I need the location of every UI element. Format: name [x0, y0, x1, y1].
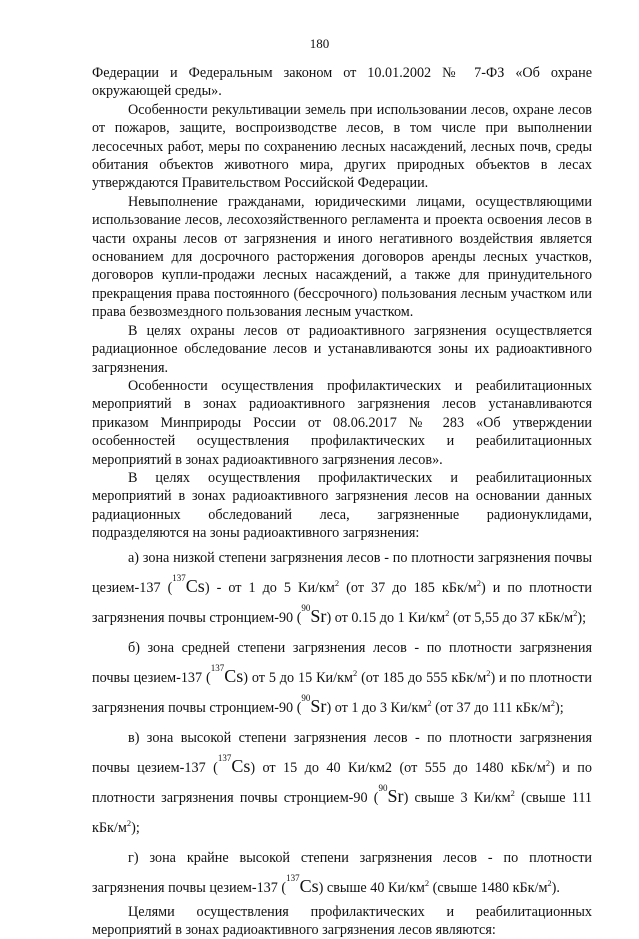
strontium-90-formula	[301, 602, 327, 626]
zone-item-low-text-6: (от 5,55 до 37 кБк/м	[449, 609, 574, 626]
unit-superscript: 2	[476, 577, 482, 588]
unit-superscript: 2	[126, 817, 132, 828]
cesium-137-formula	[172, 572, 205, 596]
zone-item-medium-text-1: б) зона средней степени загрязнения лесов - по плотности загрязнения почвы цезием-137 (	[92, 639, 592, 686]
isotope-symbol: Sr	[310, 695, 327, 716]
zone-item-extreme-text-4: ).	[551, 879, 560, 896]
document-body	[92, 64, 592, 939]
zone-item-high-text-4: ) свыше 3 Ки/км	[403, 789, 511, 806]
zone-item-extreme-text-3: (свыше 1480 кБк/м	[429, 879, 548, 896]
zone-item-low-text-3: (от 37 до 185 кБк/м	[339, 579, 477, 596]
zone-item-medium-text-2: ) от 5 до 15 Ки/км	[243, 669, 353, 686]
zone-item-high-text-2: ) от 15 до 40 Ки/км2 (от 555 до 1480 кБк/м	[250, 759, 546, 776]
isotope-symbol: Sr	[310, 605, 327, 626]
zone-item-medium	[92, 633, 592, 723]
isotope-symbol: Sr	[387, 785, 404, 806]
unit-superscript: 2	[427, 697, 432, 708]
unit-superscript: 2	[547, 877, 552, 888]
zone-item-medium-text-5: ) от 1 до 3 Ки/км	[326, 699, 428, 716]
isotope-mass-number: 137	[217, 752, 232, 763]
isotope-mass-number: 90	[378, 782, 388, 793]
zone-item-medium-text-7: );	[555, 699, 564, 716]
zone-item-high-text-1: в) зона высокой степени загрязнения лесов - по плотности загрязнения почвы цезием-137 (	[92, 729, 592, 776]
paragraph-zone-classification: В целях осуществления профилактических и реабилитационных мероприятий в зонах радиоактивного загрязнения лесов на основании данных радиационных обследований леса, загрязненные радионуклидами, подразделяются на зоны радиоактивного загрязнения:	[92, 469, 592, 542]
page-number: 180	[309, 36, 330, 51]
paragraph-non-compliance: Невыполнение гражданами, юридическими лицами, осуществляющими использование лесов, лесохозяйственного регламента и проекта освоения лесов в части охраны лесов от загрязнения и иного негативного воздействия является основанием для досрочного расторжения договоров аренды лесных участков, договоров купли-продажи лесных насаждений, а также для принудительного прекращения права постоянного (бессрочного) пользования лесным участком или права безвозмездного пользования лесным участком.	[92, 193, 592, 321]
unit-superscript: 2	[550, 697, 556, 708]
unit-superscript: 2	[352, 667, 358, 678]
zone-item-low-text-7: );	[577, 609, 587, 626]
unit-superscript: 2	[510, 787, 515, 798]
zone-item-high-text-5: (свыше 111 кБк/м	[92, 789, 593, 836]
zone-item-low-text-1: а) зона низкой степени загрязнения лесов - по плотности загрязнения почвы цезием-137 (	[92, 549, 592, 596]
zone-item-low-text-4: ) и по плотности загрязнения почвы стронцием-90 (	[92, 579, 593, 626]
unit-superscript: 2	[545, 757, 551, 768]
zone-item-medium-text-3: (от 185 до 555 кБк/м	[357, 669, 487, 686]
isotope-mass-number: 137	[172, 572, 186, 583]
isotope-symbol: Cs	[224, 665, 244, 686]
isotope-symbol: Cs	[299, 875, 319, 896]
cesium-137-formula	[210, 662, 244, 686]
cesium-137-formula	[286, 872, 319, 896]
zone-item-high-text-6: );	[131, 819, 140, 836]
isotope-mass-number: 137	[286, 872, 300, 883]
unit-superscript: 2	[445, 607, 450, 618]
isotope-mass-number: 90	[301, 602, 311, 613]
strontium-90-formula	[378, 782, 404, 806]
zone-item-low-text-5: ) от 0.15 до 1 Ки/км	[326, 609, 446, 626]
zone-item-extreme	[92, 843, 592, 903]
zone-item-low-text-2: ) - от 1 до 5 Ки/км	[204, 579, 335, 596]
paragraph-goals: Целями осуществления профилактических и реабилитационных мероприятий в зонах радиоактивного загрязнения лесов являются:	[92, 903, 592, 938]
zone-item-high-text-3: ) и по плотности загрязнения почвы стронцием-90 (	[92, 759, 592, 806]
isotope-symbol: Cs	[185, 575, 205, 596]
paragraph-recultivation: Особенности рекультивации земель при использовании лесов, охране лесов от пожаров, защите, воспроизводстве лесов, в том числе при выполнении лесосечных работ, меры по сохранению лесных насаждений, лесных почв, среды обитания объектов животного мира, других природных объектов в лесах утверждаются Правительством Российской Федерации.	[92, 101, 592, 192]
isotope-mass-number: 137	[210, 662, 225, 673]
unit-superscript: 2	[334, 577, 340, 588]
unit-superscript: 2	[486, 667, 491, 678]
paragraph-radiation-survey: В целях охраны лесов от радиоактивного загрязнения осуществляется радиационное обследование лесов и устанавливаются зоны их радиоактивного загрязнения.	[92, 322, 592, 376]
zone-item-low	[92, 543, 592, 633]
unit-superscript: 2	[573, 607, 578, 618]
isotope-mass-number: 90	[301, 692, 311, 703]
zone-item-medium-text-6: (от 37 до 111 кБк/м	[431, 699, 551, 716]
cesium-137-formula	[217, 752, 251, 776]
unit-superscript: 2	[424, 877, 430, 888]
zone-item-high	[92, 723, 592, 843]
isotope-symbol: Cs	[231, 755, 251, 776]
paragraph-continuation: Федерации и Федеральным законом от 10.01.2002 № 7-ФЗ «Об охране окружающей среды».	[92, 65, 592, 100]
paragraph-order-283: Особенности осуществления профилактических и реабилитационных мероприятий в зонах радиоактивного загрязнения лесов устанавливаются приказом Минприроды России от 08.06.2017 № 283 «Об утверждении особенностей осуществления профилактических и реабилитационных мероприятий в зонах радиоактивного загрязнения лесов».	[92, 377, 592, 468]
zone-item-extreme-text-1: г) зона крайне высокой степени загрязнения лесов - по плотности загрязнения почвы цезием-137 (	[92, 849, 592, 896]
strontium-90-formula	[301, 692, 327, 716]
zone-item-extreme-text-2: ) свыше 40 Ки/км	[318, 879, 425, 896]
zone-item-medium-text-4: ) и по плотности загрязнения почвы стронцием-90 (	[92, 669, 592, 716]
